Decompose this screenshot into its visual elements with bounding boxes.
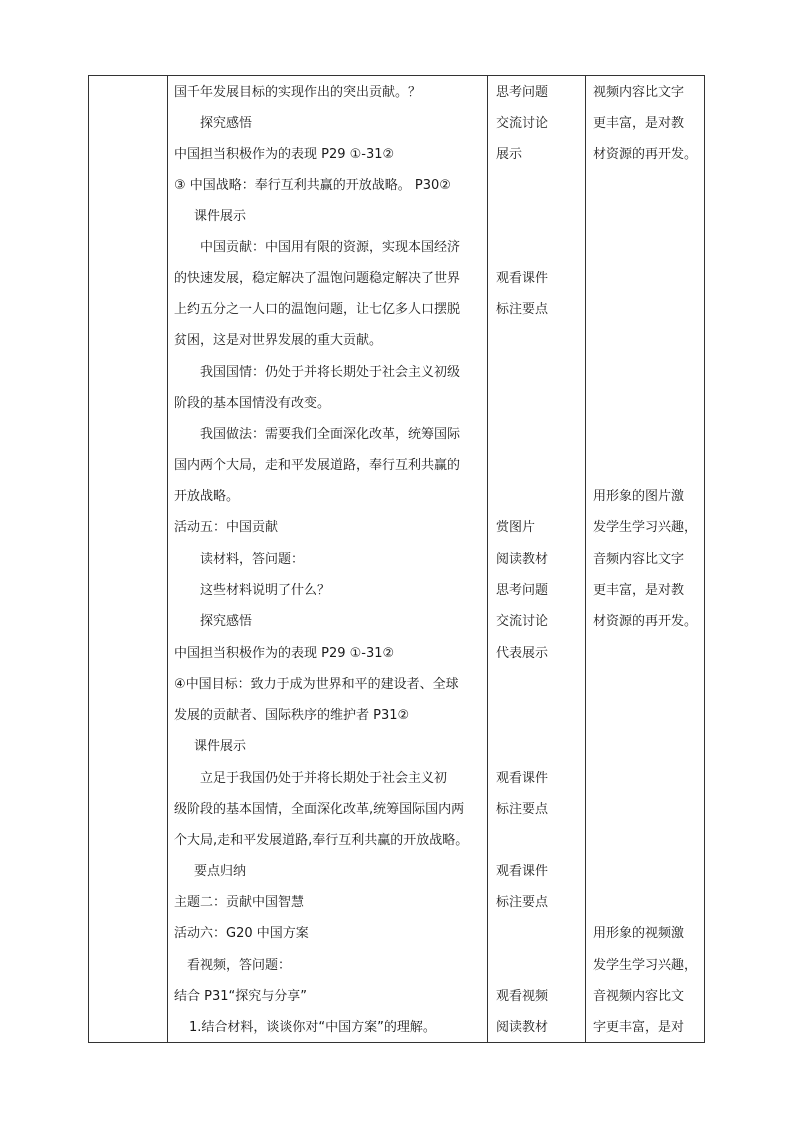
activity-line: 观看课件 [496, 271, 549, 286]
content-line: 探究感悟 [200, 614, 253, 629]
content-line: 中国担当积极作为的表现 P29 ①-31② [174, 646, 395, 661]
activity-line: 标注要点 [496, 895, 549, 910]
content-line: 中国担当积极作为的表现 P29 ①-31② [174, 147, 395, 162]
content-line: 阶段的基本国情没有改变。 [174, 396, 331, 411]
activity-line: 思考问题 [496, 583, 549, 598]
content-line: 1.结合材料，谈谈你对“中国方案”的理解。 [189, 1020, 436, 1035]
content-line: 我国做法：需要我们全面深化改革，统筹国际 [200, 427, 461, 442]
content-line: 我国国情：仍处于并将长期处于社会主义初级 [200, 365, 461, 380]
content-line: 中国贡献：中国用有限的资源，实现本国经济 [200, 240, 461, 255]
content-line: 这些材料说明了什么？ [200, 583, 331, 598]
content-line: 国千年发展目标的实现作出的突出贡献。？ [174, 85, 422, 100]
activity-line: 阅读教材 [496, 1020, 549, 1035]
intent-line: 用形象的视频激 [593, 926, 685, 941]
intent-line: 材资源的再开发。 [593, 147, 698, 162]
activity-line: 观看视频 [496, 989, 549, 1004]
section-column-cell [89, 76, 168, 1043]
activity-line: 展示 [496, 147, 523, 162]
content-line: 读材料，答问题： [200, 552, 305, 567]
intent-line: 字更丰富，是对 [593, 1020, 685, 1035]
content-line: 级阶段的基本国情，全面深化改革,统筹国际国内两 [174, 802, 465, 817]
content-line: 发展的贡献者、国际秩序的维护者 P31② [174, 708, 410, 723]
activity-line: 思考问题 [496, 85, 549, 100]
content-line: 的快速发展，稳定解决了温饱问题稳定解决了世界 [174, 271, 461, 286]
activity-line: 标注要点 [496, 802, 549, 817]
activity-line: 观看课件 [496, 771, 549, 786]
teaching-content-cell [168, 76, 488, 1043]
intent-line: 音频内容比文字 [593, 552, 685, 567]
content-line: ④中国目标：致力于成为世界和平的建设者、全球 [174, 677, 459, 692]
activity-line: 交流讨论 [496, 116, 549, 131]
content-line: 结合 P31“探究与分享” [174, 989, 307, 1004]
intent-line: 发学生学习兴趣， [593, 958, 698, 973]
intent-line: 音视频内容比文 [593, 989, 685, 1004]
intent-line: 更丰富，是对教 [593, 583, 685, 598]
content-line: 看视频，答问题： [187, 958, 292, 973]
content-line: ③ 中国战略：奉行互利共赢的开放战略。 P30② [174, 178, 451, 193]
content-line: 探究感悟 [200, 116, 253, 131]
content-line: 开放战略。 [174, 489, 240, 504]
content-line: 国内两个大局，走和平发展道路，奉行互利共赢的 [174, 458, 461, 473]
content-line: 活动六：G20 中国方案 [174, 926, 309, 941]
activity-line: 阅读教材 [496, 552, 549, 567]
content-line: 活动五：中国贡献 [174, 520, 279, 535]
intent-line: 用形象的图片激 [593, 489, 685, 504]
student-activity-cell [488, 76, 586, 1043]
content-line: 上约五分之一人口的温饱问题，让七亿多人口摆脱 [174, 302, 461, 317]
activity-line: 交流讨论 [496, 614, 549, 629]
intent-line: 视频内容比文字 [593, 85, 685, 100]
intent-line: 发学生学习兴趣， [593, 520, 698, 535]
intent-line: 材资源的再开发。 [593, 614, 698, 629]
activity-line: 代表展示 [496, 646, 549, 661]
content-line: 要点归纳 [194, 864, 247, 879]
activity-line: 赏图片 [496, 520, 536, 535]
activity-line: 标注要点 [496, 302, 549, 317]
intent-line: 更丰富，是对教 [593, 116, 685, 131]
table-row [89, 76, 705, 1043]
content-line: 贫困，这是对世界发展的重大贡献。 [174, 333, 383, 348]
content-line: 课件展示 [194, 739, 247, 754]
content-line: 主题二：贡献中国智慧 [174, 895, 305, 910]
activity-line: 观看课件 [496, 864, 549, 879]
content-line: 课件展示 [194, 209, 247, 224]
design-intent-cell [586, 76, 705, 1043]
lesson-plan-table [88, 75, 705, 1043]
content-line: 立足于我国仍处于并将长期处于社会主义初 [200, 771, 448, 786]
content-line: 个大局,走和平发展道路,奉行互利共赢的开放战略。 [174, 833, 469, 848]
